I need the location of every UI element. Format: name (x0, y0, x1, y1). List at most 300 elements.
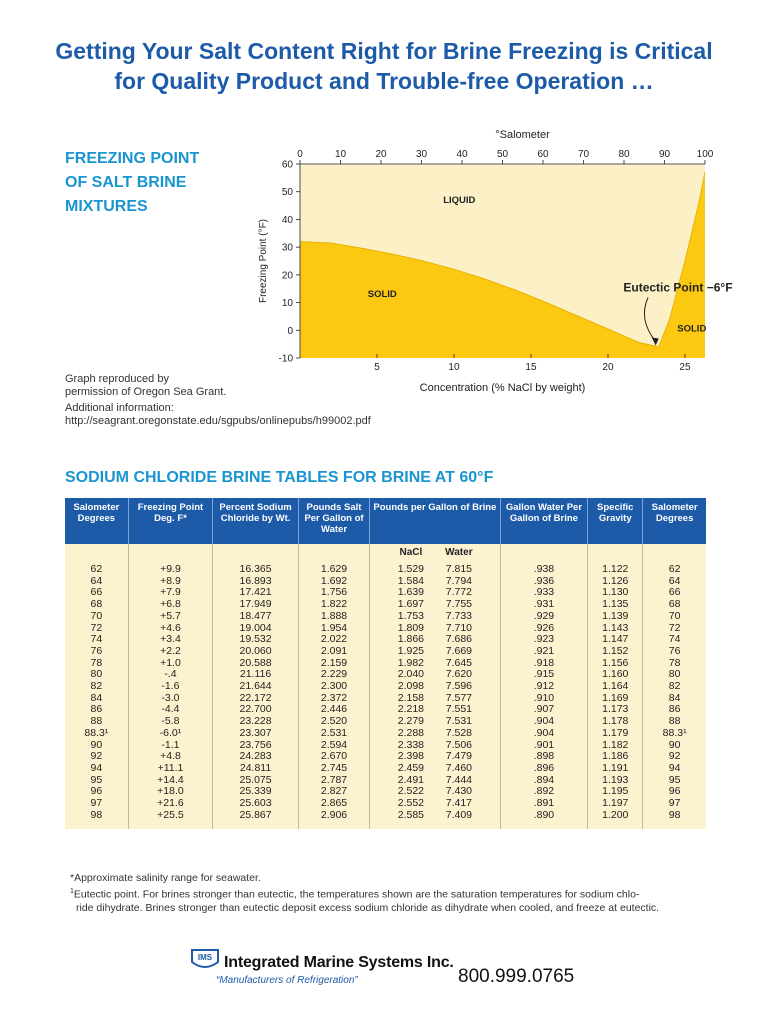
cell-pounds-per-gallon (370, 693, 500, 705)
cell-nacl: 2.522 (397, 785, 425, 798)
table-cell: 19.004 (213, 623, 299, 635)
subheader-nacl: NaCl (399, 547, 423, 558)
table-cell: .904 (500, 716, 588, 728)
table-row (65, 763, 706, 775)
footnote-seawater: *Approximate salinity range for seawater. (70, 872, 261, 884)
table-cell: 97 (668, 797, 681, 810)
headline-line-1: Getting Your Salt Content Right for Brine Freezing is Critical (55, 38, 713, 64)
ims-badge-icon (188, 944, 222, 972)
cell-nacl: 2.338 (397, 738, 425, 751)
cell-water: 7.620 (445, 668, 473, 681)
header-salometer-right: Salometer Degrees (643, 498, 706, 544)
table-cell: 97 (65, 798, 128, 810)
table-cell: 1.135 (588, 599, 643, 611)
y-axis-label: Freezing Point (°F) (258, 218, 269, 304)
cell-pounds-per-gallon (370, 728, 500, 740)
cell-nacl: 2.491 (397, 773, 425, 786)
table-cell: 95 (668, 773, 681, 786)
cell-pounds-per-gallon (370, 646, 500, 658)
table-cell: 25.867 (213, 810, 299, 830)
table-cell: 1.143 (588, 623, 643, 635)
cell-water: 7.551 (445, 703, 473, 716)
annotation-label: SOLID (677, 323, 707, 335)
headline-line-2: for Quality Product and Trouble-free Operation … (114, 68, 654, 94)
table-cell: 2.372 (298, 693, 369, 705)
table-cell: 95 (65, 775, 128, 787)
cell-water: 7.409 (445, 808, 473, 821)
table-row (65, 810, 706, 830)
footnote-marker: 1 (70, 888, 74, 895)
table-cell: +1.0 (128, 658, 213, 670)
table-cell: .891 (500, 798, 588, 810)
x2-tick-label: 30 (415, 149, 428, 160)
table-row (65, 798, 706, 810)
header-pounds-per-gallon: Pounds per Gallon of Brine (370, 498, 500, 544)
table-cell: 16.365 (213, 560, 299, 576)
table-cell: .931 (500, 599, 588, 611)
table-cell: 92 (65, 751, 128, 763)
table-cell: 90 (668, 738, 681, 751)
table-cell: +3.4 (128, 634, 213, 646)
cell-nacl: 2.398 (397, 750, 425, 763)
table-cell: 62 (65, 560, 128, 576)
cell-nacl: 1.982 (397, 656, 425, 669)
company-logo (188, 944, 454, 986)
table-cell: +6.8 (128, 599, 213, 611)
table-cell: 70 (668, 609, 681, 622)
table-cell: 1.692 (298, 576, 369, 588)
table-cell: 23.756 (213, 740, 299, 752)
freezing-point-chart (250, 122, 733, 402)
table-cell: 88.3¹ (662, 726, 687, 739)
cell-pounds-per-gallon (370, 658, 500, 670)
table-cell: 23.307 (213, 728, 299, 740)
x2-tick-label: 40 (456, 149, 468, 160)
table-cell: 1.160 (588, 669, 643, 681)
table-cell: -1.6 (128, 681, 213, 693)
table-cell: 66 (65, 587, 128, 599)
table-cell: 1.164 (588, 681, 643, 693)
table-cell: 64 (668, 574, 681, 587)
x-tick-label: 5 (374, 362, 380, 373)
cell-pounds-per-gallon (370, 576, 500, 588)
table-cell: +5.7 (128, 611, 213, 623)
cell-water: 7.772 (445, 586, 473, 599)
table-cell: .890 (500, 810, 588, 830)
cell-water: 7.444 (445, 773, 473, 786)
table-cell: -1.1 (128, 740, 213, 752)
cell-water: 7.596 (445, 680, 473, 693)
table-cell: 1.179 (588, 728, 643, 740)
graph-title-line-1: FREEZING POINT (65, 150, 200, 167)
table-cell: 84 (668, 691, 681, 704)
table-cell: 1.139 (588, 611, 643, 623)
table-cell: 2.531 (298, 728, 369, 740)
table-cell: 25.075 (213, 775, 299, 787)
table-cell: +2.2 (128, 646, 213, 658)
x2-tick-label: 60 (537, 149, 549, 160)
header-salometer: Salometer Degrees (65, 498, 128, 544)
table-cell: +25.5 (128, 810, 213, 830)
cell-nacl: 1.753 (397, 609, 425, 622)
table-cell: +9.9 (128, 560, 213, 576)
table-cell: 1.756 (298, 587, 369, 599)
cell-pounds-per-gallon (370, 587, 500, 599)
table-cell: -5.8 (128, 716, 213, 728)
table-cell: 2.865 (298, 798, 369, 810)
table-cell: 1.178 (588, 716, 643, 728)
annotation-label: SOLID (367, 289, 397, 301)
cell-water: 7.460 (445, 761, 473, 774)
graph-title-line-2: OF SALT BRINE (65, 174, 187, 191)
cell-pounds-per-gallon (370, 775, 500, 787)
table-cell: 68 (65, 599, 128, 611)
table-cell: .918 (500, 658, 588, 670)
table-subheader-row (65, 544, 706, 560)
cell-nacl: 1.639 (397, 586, 425, 599)
table-cell: 2.446 (298, 704, 369, 716)
x-tick-label: 10 (448, 362, 460, 373)
table-row (65, 728, 706, 740)
table-cell: 1.193 (588, 775, 643, 787)
table-cell: 22.700 (213, 704, 299, 716)
company-name: Integrated Marine Systems Inc. (224, 954, 454, 971)
cell-nacl: 1.866 (397, 633, 425, 646)
x-tick-label: 25 (679, 362, 691, 373)
table-cell: .907 (500, 704, 588, 716)
table-cell: 24.811 (213, 763, 299, 775)
credit-line-2: permission of Oregon Sea Grant. (65, 386, 227, 398)
y-tick-label: 20 (281, 270, 293, 282)
cell-water: 7.577 (445, 691, 473, 704)
table-cell: 96 (65, 786, 128, 798)
table-cell: 88 (668, 715, 681, 728)
table-cell: 74 (65, 634, 128, 646)
table-cell: 72 (668, 621, 681, 634)
table-cell: 90 (65, 740, 128, 752)
table-cell: 78 (65, 658, 128, 670)
graph-title-line-3: MIXTURES (65, 198, 148, 215)
table-cell: 2.906 (298, 810, 369, 830)
cell-pounds-per-gallon (370, 634, 500, 646)
table-cell: +18.0 (128, 786, 213, 798)
x2-tick-label: 10 (334, 149, 347, 160)
table-header-row (65, 498, 706, 544)
table-cell: 24.283 (213, 751, 299, 763)
footnote-eutectic (70, 885, 710, 902)
table-cell: 1.888 (298, 611, 369, 623)
table-cell: 2.594 (298, 740, 369, 752)
cell-pounds-per-gallon (370, 763, 500, 775)
table-cell: 64 (65, 576, 128, 588)
table-cell: 17.421 (213, 587, 299, 599)
cell-nacl: 1.809 (397, 621, 425, 634)
x2-axis-label: °Salometer (495, 129, 550, 141)
cell-nacl: 1.584 (397, 574, 425, 587)
table-cell: 21.116 (213, 669, 299, 681)
table-cell: .912 (500, 681, 588, 693)
y-tick-label: 50 (281, 187, 293, 199)
y-tick-label: 0 (287, 325, 293, 337)
table-cell: -4.4 (128, 704, 213, 716)
table-cell: 25.339 (213, 786, 299, 798)
footnote-eutectic-line-2: ride dihydrate. Brines stronger than eutectic deposit excess sodium chloride as dihydrate when cooled, and freeze at eutectic. (76, 901, 660, 914)
table-cell: 20.060 (213, 646, 299, 658)
table-cell: 1.152 (588, 646, 643, 658)
x2-tick-label: 70 (577, 149, 590, 160)
table-cell: 20.588 (213, 658, 299, 670)
annotation-label: LIQUID (443, 194, 476, 206)
table-title: SODIUM CHLORIDE BRINE TABLES FOR BRINE AT 60°F (65, 469, 494, 486)
table-cell: 16.893 (213, 576, 299, 588)
table-cell: +4.6 (128, 623, 213, 635)
table-cell: 2.300 (298, 681, 369, 693)
y-tick-label: 10 (281, 298, 293, 310)
annotation-label: Eutectic Point −6°F (623, 280, 733, 295)
table-cell: 22.172 (213, 693, 299, 705)
table-cell: 1.147 (588, 634, 643, 646)
x-tick-label: 15 (525, 362, 537, 373)
cell-water: 7.686 (445, 633, 473, 646)
brine-table-wrapper (65, 498, 706, 829)
table-cell: -3.0 (128, 693, 213, 705)
table-cell: 98 (65, 810, 128, 830)
cell-nacl: 2.158 (397, 691, 425, 704)
table-cell: .938 (500, 560, 588, 576)
cell-water: 7.645 (445, 656, 473, 669)
table-cell: 86 (65, 704, 128, 716)
phone-number: 800.999.0765 (458, 966, 575, 987)
table-cell: 2.745 (298, 763, 369, 775)
table-cell: .892 (500, 786, 588, 798)
footnotes (70, 872, 710, 915)
x-tick-label: 20 (602, 362, 614, 373)
y-tick-label: 60 (281, 159, 293, 171)
table-cell: 78 (668, 656, 681, 669)
table-cell: 1.126 (588, 576, 643, 588)
cell-pounds-per-gallon (370, 751, 500, 763)
cell-water: 7.430 (445, 785, 473, 798)
cell-nacl: 2.040 (397, 668, 425, 681)
table-cell: 88 (65, 716, 128, 728)
table-cell: .929 (500, 611, 588, 623)
header-percent-nacl: Percent Sodium Chloride by Wt. (213, 498, 299, 544)
cell-water: 7.815 (445, 563, 473, 575)
table-cell: 94 (668, 761, 681, 774)
ims-badge-text: IMS (197, 953, 213, 962)
cell-water: 7.755 (445, 598, 473, 611)
page-headline (0, 36, 768, 96)
table-cell: .936 (500, 576, 588, 588)
table-cell: 2.827 (298, 786, 369, 798)
company-tagline: “Manufacturers of Refrigeration” (216, 975, 358, 986)
table-cell: 1.822 (298, 599, 369, 611)
cell-nacl: 2.218 (397, 703, 425, 716)
table-cell: 2.520 (298, 716, 369, 728)
table-cell: .933 (500, 587, 588, 599)
table-cell: 1.954 (298, 623, 369, 635)
table-cell: 94 (65, 763, 128, 775)
table-cell: .915 (500, 669, 588, 681)
table-cell: 66 (668, 586, 681, 599)
table-cell: -.4 (128, 669, 213, 681)
y-tick-label: -10 (278, 353, 293, 365)
table-cell: 86 (668, 703, 681, 716)
cell-nacl: 2.552 (397, 797, 425, 810)
cell-water: 7.528 (445, 726, 473, 739)
table-cell: .898 (500, 751, 588, 763)
cell-pounds-per-gallon (370, 623, 500, 635)
cell-nacl: 2.279 (397, 715, 425, 728)
table-cell: 18.477 (213, 611, 299, 623)
table-cell: 2.787 (298, 775, 369, 787)
table-cell: .926 (500, 623, 588, 635)
credit-line-1: Graph reproduced by (65, 373, 169, 385)
graph-credit (65, 373, 226, 399)
table-cell: 98 (668, 808, 681, 821)
table-cell: 1.182 (588, 740, 643, 752)
table-cell: 80 (668, 668, 681, 681)
table-cell: +21.6 (128, 798, 213, 810)
cell-pounds-per-gallon (370, 560, 500, 576)
cell-nacl: 2.098 (397, 680, 425, 693)
table-cell: 1.195 (588, 786, 643, 798)
table-cell: 1.186 (588, 751, 643, 763)
cell-water: 7.506 (445, 738, 473, 751)
table-cell: 74 (668, 633, 681, 646)
y-tick-label: 40 (281, 214, 293, 226)
table-cell: 82 (65, 681, 128, 693)
x2-tick-label: 90 (658, 149, 671, 160)
table-cell: 1.156 (588, 658, 643, 670)
cell-pounds-per-gallon (370, 681, 500, 693)
subheader-water: Water (445, 547, 473, 558)
table-cell: 2.670 (298, 751, 369, 763)
brine-table (65, 498, 706, 829)
additional-info (65, 402, 371, 428)
table-cell: .923 (500, 634, 588, 646)
cell-nacl: 1.925 (397, 644, 425, 657)
table-cell: 70 (65, 611, 128, 623)
cell-water: 7.417 (445, 797, 473, 810)
table-cell: 1.191 (588, 763, 643, 775)
table-cell: 2.159 (298, 658, 369, 670)
table-cell: +4.8 (128, 751, 213, 763)
table-cell: 2.091 (298, 646, 369, 658)
table-cell: 68 (668, 598, 681, 611)
table-cell: 88.3¹ (65, 728, 128, 740)
table-cell: 23.228 (213, 716, 299, 728)
table-cell: .901 (500, 740, 588, 752)
table-cell: +8.9 (128, 576, 213, 588)
additional-info-label: Additional information: (65, 402, 174, 414)
cell-pounds-per-gallon (370, 599, 500, 611)
table-cell: .921 (500, 646, 588, 658)
table-cell: .904 (500, 728, 588, 740)
header-specific-gravity: Specific Gravity (588, 498, 643, 544)
y-tick-label: 30 (281, 242, 293, 254)
table-cell: .896 (500, 763, 588, 775)
cell-pounds-per-gallon (370, 716, 500, 728)
cell-water: 7.733 (445, 609, 473, 622)
cell-nacl: 1.697 (397, 598, 425, 611)
table-cell: 80 (65, 669, 128, 681)
cell-nacl: 2.585 (397, 808, 425, 821)
table-cell: 92 (668, 750, 681, 763)
table-cell: 2.022 (298, 634, 369, 646)
additional-info-link[interactable]: http://seagrant.oregonstate.edu/sgpubs/onlinepubs/h99002.pdf (65, 415, 371, 427)
header-gallon-water: Gallon Water Per Gallon of Brine (500, 498, 588, 544)
table-cell: 1.169 (588, 693, 643, 705)
cell-pounds-per-gallon (370, 611, 500, 623)
table-cell: 1.173 (588, 704, 643, 716)
table-cell: 76 (668, 644, 681, 657)
footnote-eutectic-line-1: Eutectic point. For brines stronger than eutectic, the temperatures shown are the saturation temperatures for sodium chlo- (73, 888, 640, 901)
cell-pounds-per-gallon (370, 669, 500, 681)
table-cell: 72 (65, 623, 128, 635)
cell-water: 7.710 (445, 621, 473, 634)
table-cell: 82 (668, 680, 681, 693)
table-cell: +7.9 (128, 587, 213, 599)
table-row (65, 560, 706, 576)
table-row (65, 681, 706, 693)
table-cell: 21.644 (213, 681, 299, 693)
x2-tick-label: 100 (696, 149, 714, 160)
table-cell: 1.629 (298, 560, 369, 576)
table-cell: .910 (500, 693, 588, 705)
table-cell: 25.603 (213, 798, 299, 810)
header-freezing-point: Freezing Point Deg. F* (128, 498, 213, 544)
table-cell: 19.532 (213, 634, 299, 646)
table-cell: .894 (500, 775, 588, 787)
table-cell: -6.0¹ (128, 728, 213, 740)
x2-tick-label: 80 (618, 149, 630, 160)
cell-pounds-per-gallon (370, 798, 500, 810)
table-cell: +11.1 (128, 763, 213, 775)
table-cell: 1.197 (588, 798, 643, 810)
cell-pounds-per-gallon (370, 704, 500, 716)
cell-pounds-per-gallon (370, 810, 500, 830)
cell-water: 7.794 (445, 574, 473, 587)
table-cell: 62 (668, 563, 681, 575)
cell-nacl: 2.288 (397, 726, 425, 739)
table-row (65, 611, 706, 623)
table-cell: 76 (65, 646, 128, 658)
header-pounds-salt: Pounds Salt Per Gallon of Water (298, 498, 369, 544)
cell-pounds-per-gallon (370, 786, 500, 798)
cell-nacl: 1.529 (397, 563, 425, 575)
x-axis-label: Concentration (% NaCl by weight) (419, 382, 586, 394)
x2-tick-label: 20 (375, 149, 387, 160)
table-cell: 2.229 (298, 669, 369, 681)
x2-tick-label: 50 (496, 149, 509, 160)
cell-pounds-per-gallon (370, 740, 500, 752)
cell-water: 7.531 (445, 715, 473, 728)
table-cell: 96 (668, 785, 681, 798)
table-row (65, 646, 706, 658)
cell-water: 7.669 (445, 644, 473, 657)
table-cell: 17.949 (213, 599, 299, 611)
table-cell: 1.200 (588, 810, 643, 830)
cell-water: 7.479 (445, 750, 473, 763)
x2-tick-label: 0 (297, 149, 303, 160)
table-cell: 84 (65, 693, 128, 705)
table-cell: 1.122 (588, 560, 643, 576)
cell-nacl: 2.459 (397, 761, 425, 774)
table-cell: +14.4 (128, 775, 213, 787)
graph-title (65, 147, 199, 219)
table-cell: 1.130 (588, 587, 643, 599)
